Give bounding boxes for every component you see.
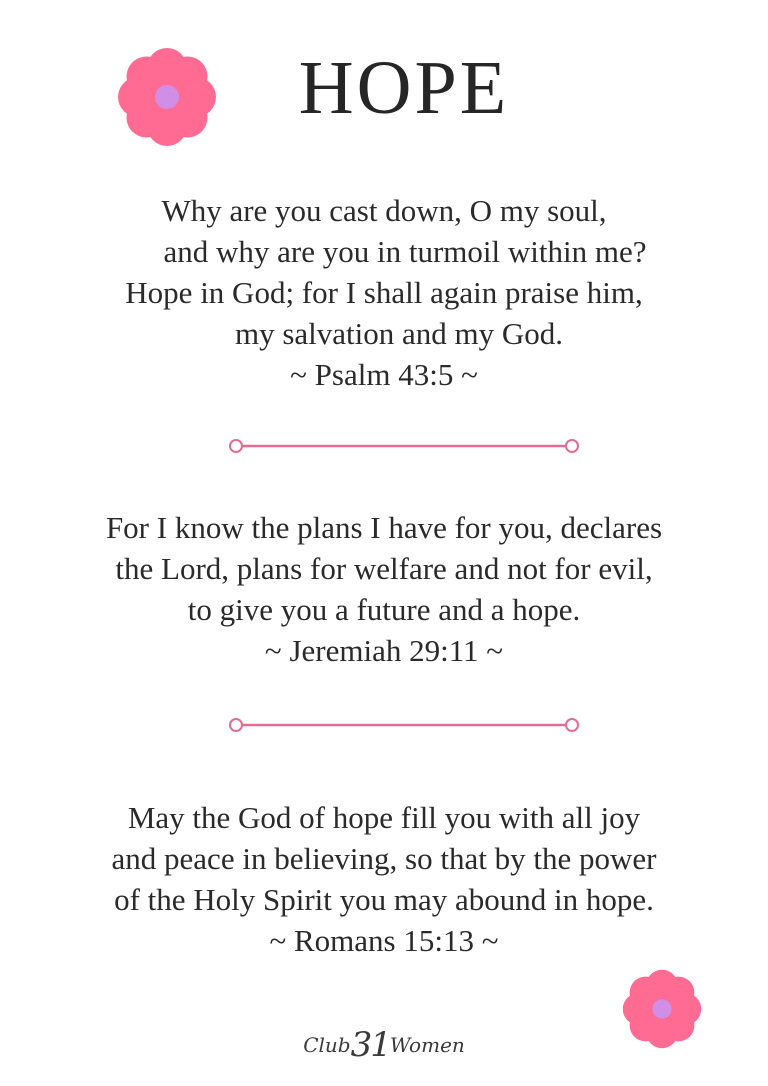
logo-number: 31 [350,1025,390,1065]
verse-reference: ~ Romans 15:13 ~ [269,923,499,958]
verse-line: the Lord, plans for welfare and not for evil, [115,551,653,586]
divider-line [228,717,580,733]
verse-line: to give you a future and a hope. [187,592,581,627]
verse-line: Hope in God; for I shall again praise him, [125,275,643,310]
page-title: HOPE [298,46,510,130]
verse-reference: ~ Jeremiah 29:11 ~ [264,633,504,668]
verse-block [0,190,768,395]
verse-line: For I know the plans I have for you, declares [105,510,663,545]
verse-line: and peace in believing, so that by the power [111,841,657,876]
verse-reference: ~ Psalm 43:5 ~ [290,357,478,392]
verse-block [0,507,768,671]
divider-line [228,438,580,454]
verse-block [0,797,768,961]
verse-line: Why are you cast down, O my soul, [161,193,607,228]
verse-line: my salvation and my God. [234,316,564,351]
verse-line: May the God of hope fill you with all joy [127,800,641,835]
brand-logo [0,1025,768,1065]
logo-suffix: Women [389,1033,465,1057]
verse-line: of the Holy Spirit you may abound in hope. [114,882,654,917]
verse-line: and why are you in turmoil within me? [163,234,647,269]
logo-prefix: Club [303,1033,351,1057]
